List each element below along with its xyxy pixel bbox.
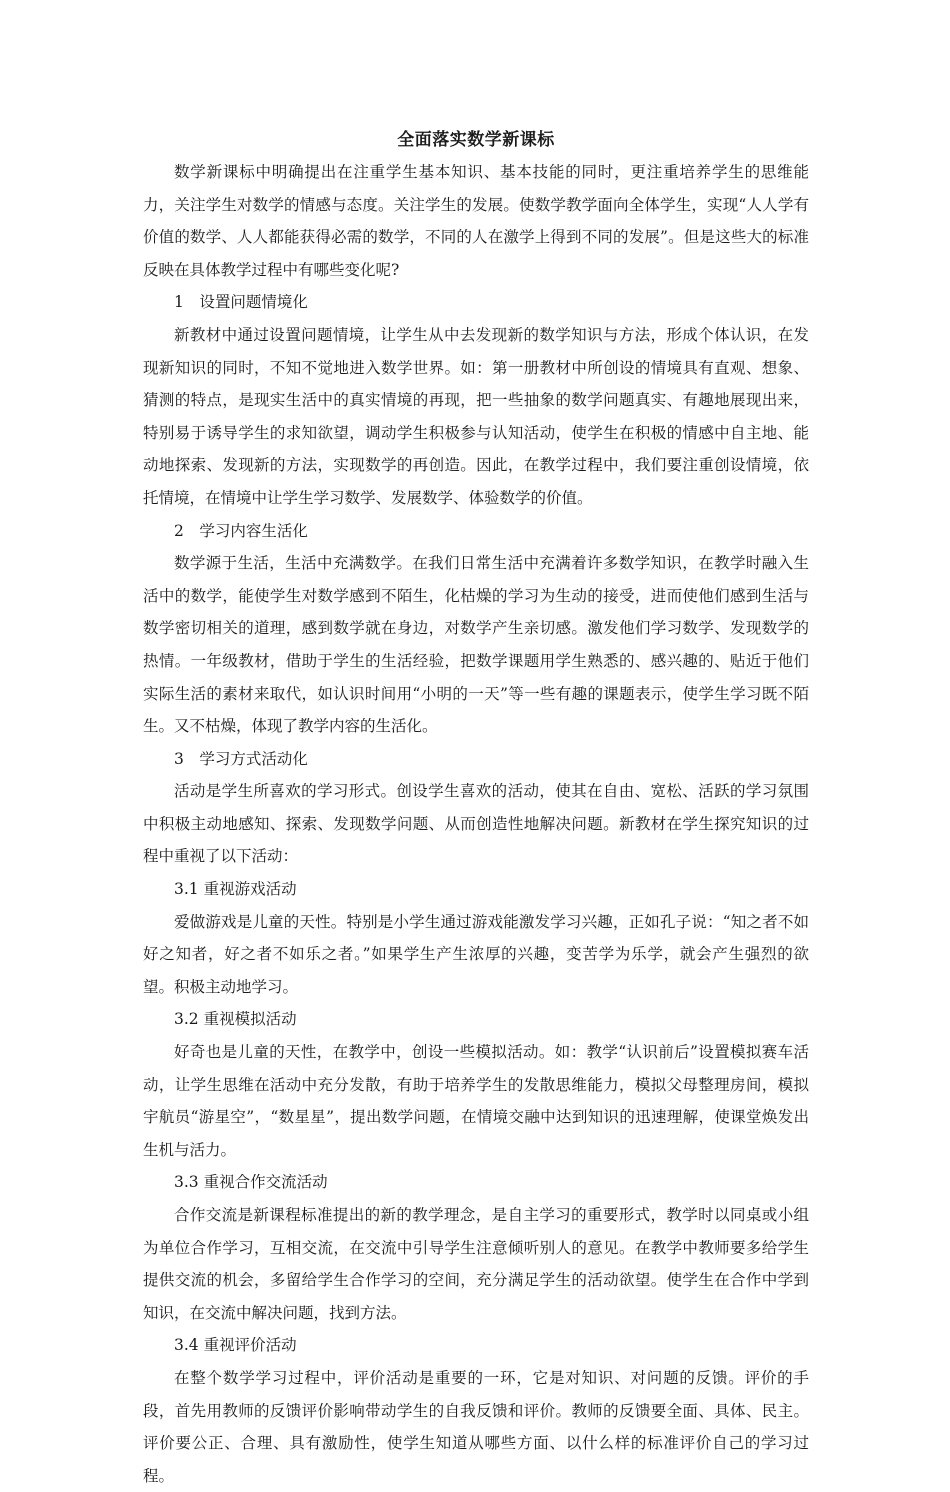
subsection-heading-3-1: 3.1 重视游戏活动 <box>174 880 297 899</box>
intro-paragraph: 数学新课标中明确提出在注重学生基本知识、基本技能的同时，更注重培养学生的思维能力，关注学生对数学的情感与态度。关注学生的发展。使数学教学面向全体学生，实现“人人学有价值的数学、人人都能获得必需的数学，不同的人在激学上得到不同的发展”。但是这些大的标准反映在具体教学过程中有哪些变化呢? <box>143 163 809 279</box>
subsection-heading-3-3: 3.3 重视合作交流活动 <box>174 1173 328 1192</box>
section-paragraph-1: 新教材中通过设置问题情境，让学生从中去发现新的数学知识与方法，形成个体认识，在发现新知识的同时，不知不觉地进入数学世界。如：第一册教材中所创设的情境具有直观、想象、猜测的特点，是现实生活中的真实情境的再现，把一些抽象的数学问题真实、有趣地展现出来，特别易于诱导学生的求知欲望，调动学生积极参与认知活动，使学生在积极的情感中自主地、能动地探索、发现新的方法，实现数学的再创造。因此，在教学过程中，我们要注重创设情境，依托情境，在情境中让学生学习数学、发展数学、体验数学的价值。 <box>143 325 809 507</box>
subsection-paragraph-3-3: 合作交流是新课程标准提出的新的教学理念，是自主学习的重要形式，教学时以同桌或小组为单位合作学习，互相交流，在交流中引导学生注意倾听别人的意见。在教学中教师要多给学生提供交流的机会，多留给学生合作学习的空间，充分满足学生的活动欲望。使学生在合作中学到知识，在交流中解决问题，找到方法。 <box>143 1206 809 1322</box>
document-title: 全面落实数学新课标 <box>397 130 555 150</box>
subsection-paragraph-3-4: 在整个数学学习过程中，评价活动是重要的一环，它是对知识、对问题的反馈。评价的手段，首先用教师的反馈评价影响带动学生的自我反馈和评价。教师的反馈要全面、具体、民主。评价要公正、合理、具有激励性，使学生知道从哪些方面、以什么样的标准评价自己的学习过程。 <box>143 1368 809 1485</box>
subsection-heading-3-2: 3.2 重视模拟活动 <box>174 1010 297 1029</box>
section-paragraph-3: 活动是学生所喜欢的学习形式。创设学生喜欢的活动，使其在自由、宽松、活跃的学习氛围中积极主动地感知、探索、发现数学问题、从而创造性地解决问题。新教材在学生探究知识的过程中重视了以下活动： <box>143 782 809 866</box>
section-heading-3: 3 学习方式活动化 <box>174 749 308 768</box>
subsection-paragraph-3-1: 爱做游戏是儿童的天性。特别是小学生通过游戏能激发学习兴趣，正如孔子说：“知之者不如好之知者，好之者不如乐之者。”如果学生产生浓厚的兴趣，变苦学为乐学，就会产生强烈的欲望。积极主动地学习。 <box>143 912 809 996</box>
section-paragraph-2: 数学源于生活，生活中充满数学。在我们日常生活中充满着许多数学知识，在教学时融入生活中的数学，能使学生对数学感到不陌生，化枯燥的学习为生动的接受，进而使他们感到生活与数学密切相关的道理，感到数学就在身边，对数学产生亲切感。激发他们学习数学、发现数学的热情。一年级教材，借助于学生的生活经验，把数学课题用学生熟悉的、感兴趣的、贴近于他们实际生活的素材来取代，如认识时间用“小明的一天”等一些有趣的课题表示，使学生学习既不陌生。又不枯燥，体现了教学内容的生活化。 <box>143 554 809 736</box>
subsection-paragraph-3-2: 好奇也是儿童的天性，在教学中，创设一些模拟活动。如：教学“认识前后”设置模拟赛车活动，让学生思维在活动中充分发散，有助于培养学生的发散思维能力，模拟父母整理房间，模拟宇航员“游星空”，“数星星”，提出数学问题，在情境交融中达到知识的迅速理解，使课堂焕发出生机与活力。 <box>143 1043 809 1159</box>
document-page <box>143 124 809 1492</box>
section-heading-2: 2 学习内容生活化 <box>174 521 308 540</box>
subsection-heading-3-4: 3.4 重视评价活动 <box>174 1336 297 1355</box>
section-heading-1: 1 设置问题情境化 <box>174 293 308 312</box>
